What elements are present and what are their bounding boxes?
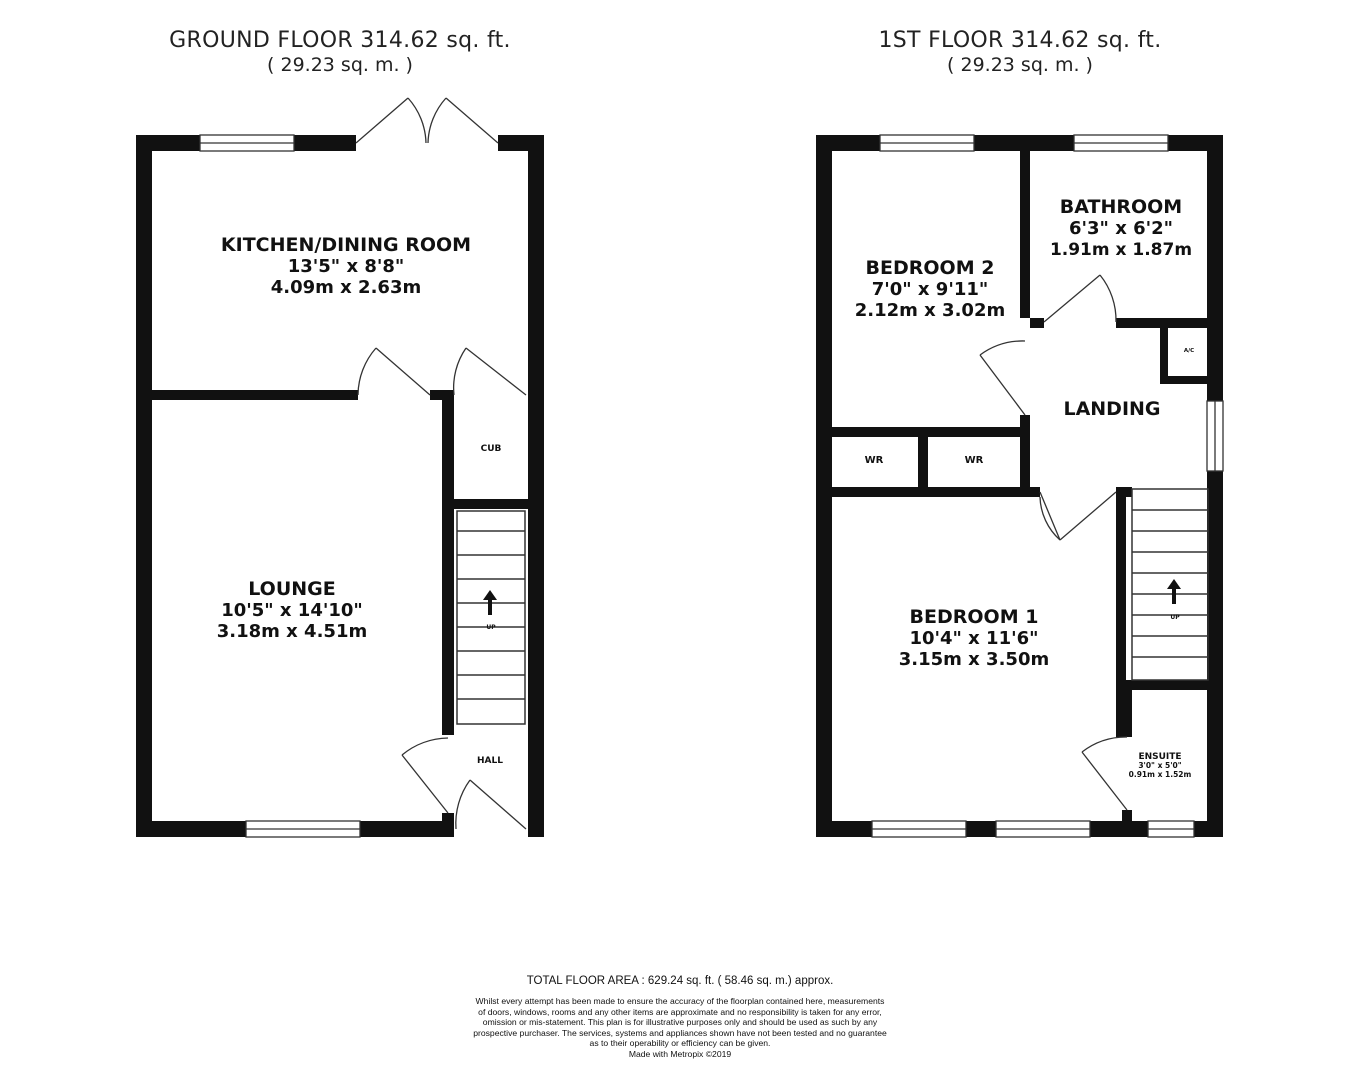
ff-wall-bottom-c — [1090, 821, 1148, 837]
ensuite-metric: 0.91m x 1.52m — [1128, 770, 1192, 779]
bedroom1-imperial: 10'4" x 11'6" — [909, 628, 1039, 649]
bedroom2-metric: 2.12m x 3.02m — [854, 300, 1006, 321]
ff-stairs-label: UP — [1170, 614, 1180, 621]
ff-wall-ensuite-left — [1122, 680, 1132, 737]
gf-doors — [356, 98, 526, 829]
gf-wall-left — [136, 135, 152, 837]
disclaimer — [430, 996, 930, 1060]
wr2-name: WR — [964, 455, 984, 466]
ground-floor-metric: ( 29.23 sq. m. ) — [267, 54, 413, 76]
gf-stairs — [457, 511, 525, 724]
gf-wall-top-c — [498, 135, 544, 151]
ff-wall-wr-bottom — [832, 487, 1040, 497]
disclaimer-line: as to their operability or efficiency can be given. — [589, 1038, 771, 1049]
disclaimer-line: of doors, windows, rooms and any other items are approximate and no responsibility is taken for any error, — [478, 1006, 882, 1017]
ff-wall-top-c — [1168, 135, 1223, 151]
bedroom1-name: BEDROOM 1 — [909, 606, 1039, 628]
ff-wall-right-a — [1207, 135, 1223, 401]
kitchen-metric: 4.09m x 2.63m — [270, 277, 422, 298]
total-floor-area: TOTAL FLOOR AREA : 629.24 sq. ft. ( 58.46 sq. m.) approx. — [526, 975, 834, 987]
ff-wall-bath-stub — [1030, 318, 1044, 328]
ff-wall-bed2-bath — [1020, 151, 1030, 318]
disclaimer-line: Whilst every attempt has been made to ensure the accuracy of the floorplan contained here, measurements — [475, 996, 885, 1006]
gf-wall-top-a — [136, 135, 200, 151]
credit: Made with Metropix ©2019 — [628, 1048, 732, 1059]
ff-wall-top-b — [974, 135, 1074, 151]
ground-floor-title: GROUND FLOOR 314.62 sq. ft. — [169, 28, 511, 53]
ff-doors — [980, 275, 1127, 810]
ff-stairs-arrow-icon — [1167, 579, 1181, 604]
ff-wall-ensuite-stub — [1122, 810, 1132, 837]
kitchen-imperial: 13'5" x 8'8" — [287, 256, 405, 277]
footer — [430, 974, 930, 1060]
bedroom2-name: BEDROOM 2 — [865, 257, 995, 279]
ff-wall-ac-left — [1160, 318, 1168, 384]
hall-name: HALL — [477, 756, 503, 766]
ff-wall-top-a — [816, 135, 880, 151]
lounge-imperial: 10'5" x 14'10" — [221, 600, 363, 621]
ff-wall-left — [816, 135, 832, 837]
bathroom-metric: 1.91m x 1.87m — [1049, 240, 1193, 260]
bedroom2-imperial: 7'0" x 9'11" — [871, 279, 989, 300]
ff-stairs — [1132, 489, 1208, 680]
ff-wall-wr-top — [832, 427, 1020, 437]
disclaimer-line: prospective purchaser. The services, systems and appliances shown have not been tested and no guarantee — [473, 1027, 887, 1038]
ff-wall-bottom-d — [1194, 821, 1223, 837]
ground-floor-plan — [136, 98, 544, 837]
first-floor-metric: ( 29.23 sq. m. ) — [947, 54, 1093, 76]
cub-name: CUB — [480, 444, 502, 454]
bathroom-name: BATHROOM — [1059, 196, 1183, 218]
gf-wall-cub-bottom — [454, 499, 528, 509]
lounge-metric: 3.18m x 4.51m — [216, 621, 368, 642]
wr1-name: WR — [864, 455, 884, 466]
gf-wall-hall-stub — [442, 813, 454, 837]
gf-stairs-label: UP — [486, 624, 496, 631]
first-floor-plan — [816, 135, 1223, 837]
first-floor-title: 1ST FLOOR 314.62 sq. ft. — [878, 28, 1162, 53]
ff-wall-ensuite-top — [1126, 680, 1207, 690]
ff-wall-ac-bottom — [1160, 376, 1207, 384]
ensuite-name: ENSUITE — [1138, 752, 1182, 762]
ff-wall-bed2-landing — [1020, 415, 1030, 497]
gf-wall-bottom-b — [360, 821, 454, 837]
ac-name: A/C — [1183, 348, 1195, 354]
ff-wall-right-b — [1207, 471, 1223, 837]
gf-wall-kitchen-lounge — [152, 390, 358, 400]
ff-wall-wr-divider — [918, 437, 928, 487]
disclaimer-line: omission or mis-statement. This plan is for illustrative purposes only and should be used as such by any — [482, 1017, 878, 1028]
landing-name: LANDING — [1063, 398, 1161, 420]
ff-wall-bottom-a — [816, 821, 872, 837]
gf-wall-bottom-a — [136, 821, 246, 837]
lounge-name: LOUNGE — [248, 578, 336, 600]
ff-wall-bottom-b — [966, 821, 996, 837]
bathroom-imperial: 6'3" x 6'2" — [1068, 218, 1174, 239]
kitchen-name: KITCHEN/DINING ROOM — [220, 234, 472, 256]
gf-wall-top-b — [294, 135, 356, 151]
gf-wall-lounge-hall — [442, 390, 454, 735]
bedroom1-metric: 3.15m x 3.50m — [898, 649, 1050, 670]
gf-wall-right — [528, 135, 544, 837]
ensuite-imperial: 3'0" x 5'0" — [1138, 761, 1182, 770]
